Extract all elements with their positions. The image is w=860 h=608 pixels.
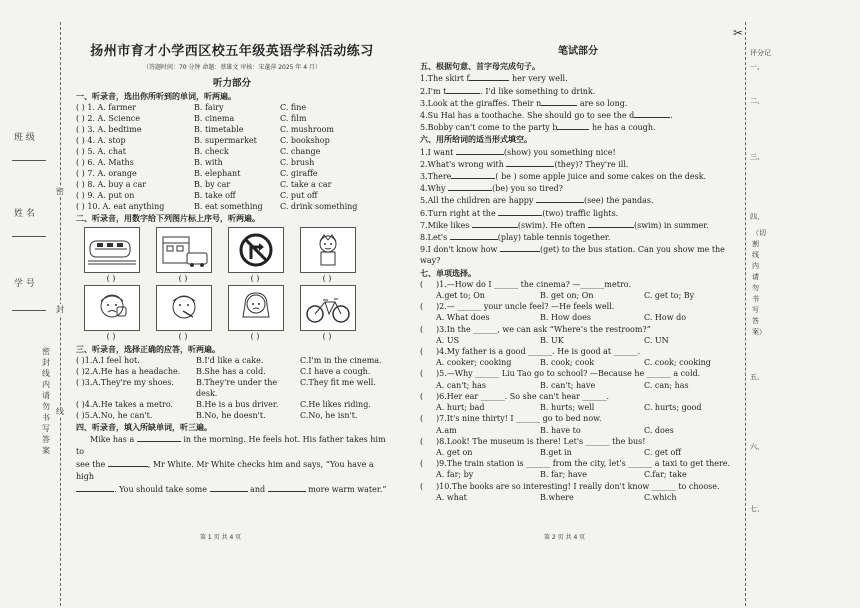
- list-item: ( ) 7. A. orange B. elephant C. giraffe: [76, 169, 318, 178]
- score-label: 评分记: [750, 49, 771, 57]
- blank[interactable]: [108, 458, 148, 467]
- list-item: 6.Turn right at the (two) traffic lights.: [420, 208, 619, 218]
- seal-note: 密封线内请勿书写答案: [42, 347, 50, 455]
- blank[interactable]: [536, 194, 584, 203]
- list-item: 4.Su Hai has a toothache. She should go to see the d .: [420, 111, 673, 121]
- score-item: 二、: [750, 97, 764, 105]
- list-item: 8.Let's (play) table tennis together.: [420, 233, 611, 243]
- list-item: 5.Bobby can't come to the party b he has a cough.: [420, 123, 656, 133]
- options: A. can't; has B. can't; have C. can; has: [436, 380, 689, 390]
- blank[interactable]: [472, 219, 518, 228]
- blank[interactable]: [498, 207, 542, 216]
- name-line: [12, 236, 46, 237]
- blank[interactable]: [588, 219, 634, 228]
- no-right-turn-sign-picture: [228, 227, 284, 273]
- list-item: ( )5.—Why ______ Liu Tao go to school? —Because he ______ a cold.: [420, 369, 701, 379]
- blank[interactable]: [506, 158, 554, 167]
- right-cut-line: [745, 22, 746, 606]
- class-label: 班 级: [14, 133, 35, 143]
- list-item: 5.All the children are happy (see) the pandas.: [420, 196, 654, 206]
- section-5-heading: 五、根据句意、首字母完成句子。: [420, 62, 540, 72]
- list-item: ( ) 3. A. bedtime B. timetable C. mushroom: [76, 125, 334, 134]
- options: A.am B. have to C. does: [436, 425, 674, 435]
- blank[interactable]: [541, 97, 577, 106]
- options: A. far; by B. far; have C.far; take: [436, 470, 687, 480]
- list-item: ( )9.The train station is ______ from the city, let's ______ a taxi to get there.: [420, 459, 731, 469]
- list-item: ( )3.A.They're my shoes. B.They're under the desk. C.They fit me well.: [76, 378, 376, 398]
- options: A. get on B.get in C. get off: [436, 447, 682, 457]
- page-footer-2: 第 2 页 共 4 页: [544, 534, 586, 541]
- toothache-picture: [84, 285, 140, 331]
- blank[interactable]: [137, 433, 181, 442]
- bicycle-picture: [300, 285, 356, 331]
- section-1-list: [76, 102, 388, 212]
- blank[interactable]: [446, 85, 480, 94]
- list-item: 1.The skirt f her very well.: [420, 74, 568, 84]
- list-item: 2.I'm t . I'd like something to drink.: [420, 86, 596, 96]
- cut-note: （切割线内请勿书写答案）: [752, 229, 766, 336]
- score-item: 五、: [750, 373, 764, 381]
- mcq-list: [420, 279, 736, 503]
- section-2-heading: 二、听录音，用数字给下列图片标上序号，听两遍。: [76, 214, 260, 223]
- cut-mark-2: 封: [56, 305, 64, 314]
- list-item: ( ) 6. A. Maths B. with C. brush: [76, 158, 315, 167]
- written-title: 笔试部分: [558, 46, 598, 57]
- options: A. cooker; cooking B. cook; cook C. cook; cooking: [436, 358, 711, 368]
- list-item: ( ) 4. A. stop B. supermarket C. bookshop: [76, 136, 330, 145]
- blank[interactable]: [450, 231, 498, 240]
- list-item: 7.Mike likes (swim). He often (swim) in summer.: [420, 220, 709, 230]
- blank[interactable]: [456, 146, 504, 155]
- list-item: ( )4.My father is a good ______. He is good at ______.: [420, 347, 641, 357]
- picture-grid: [76, 227, 388, 343]
- blank[interactable]: [451, 170, 495, 179]
- cloze-passage: Mike has a in the morning. He feels hot. His father takes him to see the , Mr White. Mr White checks him and says, “You have a high . You should take some and more warm water.”: [76, 435, 387, 494]
- blank[interactable]: [634, 109, 670, 118]
- score-item: 六、: [750, 443, 764, 451]
- score-item: 七、: [750, 505, 764, 513]
- answer-paren: ( ): [178, 274, 188, 283]
- options: A. What does B. How does C. How do: [436, 313, 687, 323]
- list-item: 3.Look at the giraffes. Their n are so long.: [420, 98, 628, 108]
- section-3-heading: 三、听录音，选择正确的应答，听两遍。: [76, 345, 220, 354]
- score-item: 三、: [750, 153, 764, 161]
- list-item: ( ) 9. A. put on B. take off C. put off: [76, 191, 318, 200]
- list-item: 2.What's wrong with (they)? They're ill.: [420, 159, 629, 169]
- bus-station-picture: [156, 227, 212, 273]
- list-item: ( )7.It's nine thirty! I ______ go to bed now.: [420, 414, 602, 424]
- list-item: ( ) 10. A. eat anything B. eat something C. drink something: [76, 202, 358, 211]
- blank[interactable]: [76, 483, 114, 492]
- list-item: ( )5.A.No, he can't. B.No, he doesn't. C.No, he isn't.: [76, 411, 358, 420]
- sick-boy-picture: [156, 285, 212, 331]
- list-item: ( )3.In the ______, we can ask “Where’s the restroom?”: [420, 324, 651, 334]
- list-item: ( )1.A.I feel hot. B.I'd like a cake. C.I'm in the cinema.: [76, 356, 382, 365]
- list-item: ( )6.Her ear ______. So she can't hear ______.: [420, 391, 610, 401]
- list-item: ( )1.—How do I ______ the cinema? —______metro.: [420, 279, 631, 289]
- list-item: 4.Why (be) you so tired?: [420, 184, 563, 194]
- answer-paren: ( ): [322, 332, 332, 341]
- girl-picture: [228, 285, 284, 331]
- section-1-heading: 一、听录音，选出你所听到的单词，听两遍。: [76, 92, 236, 101]
- options: A. what B.where C.which: [436, 492, 677, 502]
- list-item: 9.I don't know how (get) to the bus station. Can you show me the way?: [420, 245, 725, 266]
- answer-paren: ( ): [250, 332, 260, 341]
- number-line: [12, 310, 46, 311]
- list-item: ( )8.Look! The museum is there! Let's ______ the bus!: [420, 436, 646, 446]
- answer-paren: ( ): [322, 274, 332, 283]
- section-3-list: [76, 355, 388, 421]
- list-item: ( ) 8. A. buy a car B. by car C. take a car: [76, 180, 332, 189]
- train-picture: [84, 227, 140, 273]
- written-column: [420, 46, 736, 503]
- listening-column: [76, 46, 388, 496]
- list-item: ( )2.A.He has a headache. B.She has a cold. C.I have a cough.: [76, 367, 371, 376]
- list-item: 3.There ( be ) some apple juice and some cakes on the desk.: [420, 172, 707, 182]
- exam-subtitle: （答题时间：70 分钟 命题：蔡雄文 审核：宋蓬萍 2025 年 4 月）: [142, 64, 322, 71]
- blank[interactable]: [500, 243, 540, 252]
- scissors-icon: ✂: [733, 26, 744, 40]
- list-item: ( )4.A.He takes a metro. B.He is a bus driver. C.He likes riding.: [76, 400, 371, 409]
- cut-mark-1: 密: [56, 187, 64, 196]
- blank[interactable]: [448, 182, 492, 191]
- blank[interactable]: [557, 121, 589, 130]
- list-item: ( ) 5. A. chat B. check C. change: [76, 147, 321, 156]
- answer-paren: ( ): [250, 274, 260, 283]
- list-item: 1.I want (show) you something nice!: [420, 147, 616, 157]
- score-item: 四、: [750, 213, 764, 221]
- list-item: ( )2.— ______ your uncle feel? —He feels well.: [420, 302, 615, 312]
- blank[interactable]: [469, 72, 509, 81]
- blank[interactable]: [210, 483, 248, 492]
- class-line: [12, 160, 46, 161]
- options: A.get to; On B. get on; On C. get to; By: [436, 291, 695, 301]
- list-item: ( ) 2. A. Science B. cinema C. film: [76, 114, 307, 123]
- options: A. US B. UK C. UN: [436, 335, 669, 345]
- score-item: 一、: [750, 63, 764, 71]
- section-6-heading: 六、用所给词的适当形式填空。: [420, 135, 532, 145]
- blank[interactable]: [268, 483, 306, 492]
- page-footer-1: 第 1 页 共 4 页: [200, 534, 242, 541]
- section-4-heading: 四、听录音，填入所缺单词，听三遍。: [76, 423, 212, 432]
- answer-paren: ( ): [106, 274, 116, 283]
- exam-title: 扬州市育才小学西区校五年级英语学科活动练习: [90, 44, 374, 59]
- list-item: ( )10.The books are so interesting! I really don't know ______ to choose.: [420, 481, 720, 491]
- answer-paren: ( ): [178, 332, 188, 341]
- answer-paren: ( ): [106, 332, 116, 341]
- options: A. hurt; bad B. hurts; well C. hurts; good: [436, 403, 702, 413]
- listening-title: 听力部分: [212, 78, 251, 89]
- boy-picture: [300, 227, 356, 273]
- name-label: 姓 名: [14, 209, 35, 219]
- list-item: ( ) 1. A. farmer B. fairy C. fine: [76, 103, 307, 112]
- number-label: 学 号: [14, 279, 35, 289]
- section-7-heading: 七、单项选择。: [420, 268, 476, 278]
- cut-mark-3: 线: [56, 407, 64, 416]
